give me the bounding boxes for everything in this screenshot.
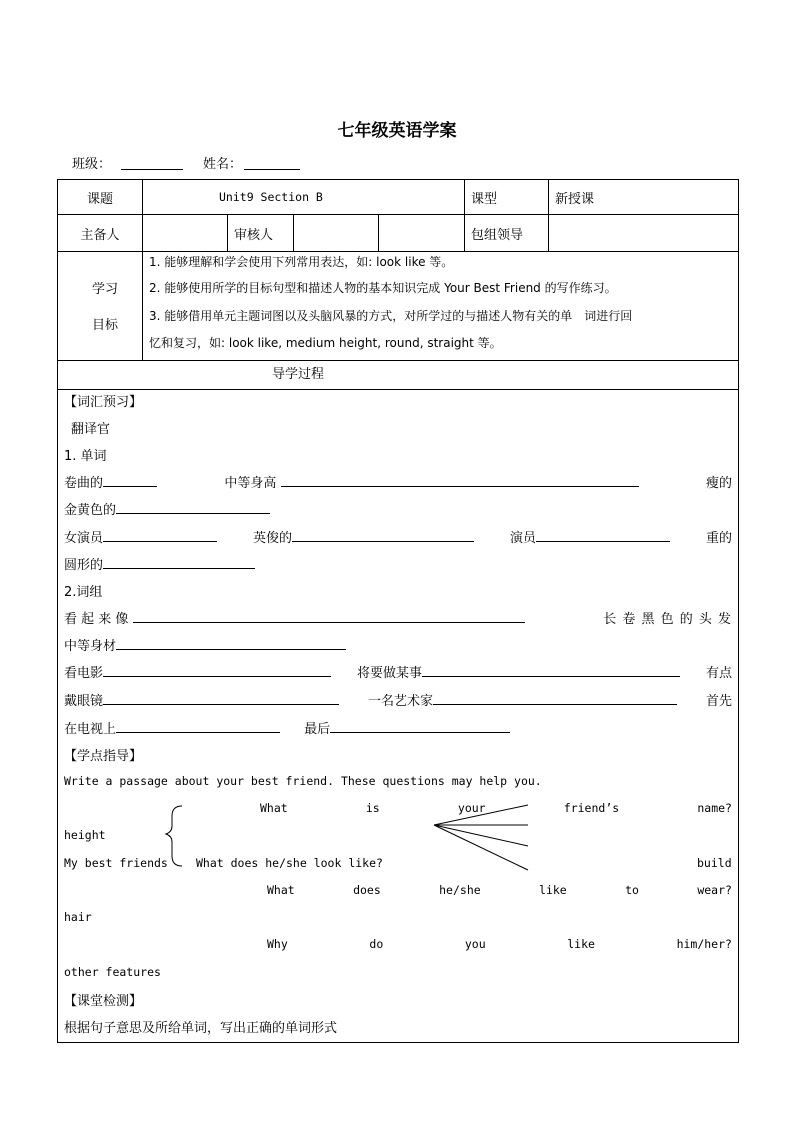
check-instruction: 根据句子意思及所给单词，写出正确的单词形式 [64, 1021, 338, 1036]
type-value: 新授课 [555, 191, 595, 207]
word-blank[interactable] [536, 529, 670, 542]
q3-word: wear? [697, 883, 732, 897]
phrase-blank[interactable] [103, 692, 339, 705]
page-title: 七年级英语学案 [337, 121, 457, 141]
word-blank[interactable] [116, 501, 270, 514]
branch-line [434, 825, 528, 870]
phrases-title: 2.词组 [64, 585, 103, 600]
q1-word: your [457, 801, 486, 815]
words-row-1 [64, 472, 732, 491]
word-blank[interactable] [103, 529, 217, 542]
word-heavy: 重的 [705, 531, 732, 546]
phrase-look-like: 看 起 来 像 [64, 612, 129, 627]
center-label: My best friends [64, 856, 168, 870]
word-round: 圆形的 [64, 558, 104, 573]
col-divider [378, 214, 379, 251]
phrases-row-5 [64, 718, 732, 737]
q3-word: like [539, 883, 567, 897]
word-blonde: 金黄色的 [64, 503, 117, 518]
vocab-sub: 翻译官 [71, 422, 111, 437]
question-2: What does he/she look like? [196, 856, 383, 870]
q4-word: him/her? [676, 937, 732, 951]
word-blank[interactable] [103, 474, 157, 487]
leader-label: 包组领导 [471, 227, 524, 243]
phrase-a-little: 有点 [705, 666, 732, 681]
other-features-label: other features [64, 965, 161, 979]
phrase-blank[interactable] [133, 610, 525, 623]
reviewer-label: 审核人 [234, 227, 274, 243]
phrase-medium-build: 中等身材 [64, 639, 117, 654]
phrases-row-1 [64, 608, 732, 627]
col-divider [464, 179, 465, 251]
phrases-row-4 [64, 690, 732, 709]
objectives-label-1: 学习 [91, 281, 118, 297]
objectives-label-2: 目标 [91, 317, 118, 333]
class-name-line [72, 153, 300, 172]
word-handsome: 英俊的 [252, 531, 292, 546]
check-heading: 【课堂检测】 [64, 994, 143, 1009]
phrase-artist: 一名艺术家 [367, 694, 433, 709]
word-blank[interactable] [292, 529, 474, 542]
hair-label: hair [64, 910, 92, 924]
phrase-glasses: 戴眼镜 [64, 694, 104, 709]
phrases-row-3 [64, 662, 732, 681]
word-blank[interactable] [281, 474, 639, 487]
phrase-blank[interactable] [116, 637, 346, 650]
question-4 [267, 937, 732, 951]
height-label: height [64, 828, 106, 842]
phrase-blank[interactable] [433, 692, 677, 705]
question-3 [267, 883, 732, 897]
q4-word: Why [267, 937, 288, 951]
vocab-heading: 【词汇预习】 [64, 395, 143, 410]
q3-word: he/she [439, 883, 481, 897]
row-divider [57, 389, 739, 390]
words-row-3 [64, 527, 732, 546]
q3-word: does [353, 883, 381, 897]
q3-word: What [267, 883, 295, 897]
type-label: 课型 [471, 191, 498, 207]
q4-word: you [464, 937, 486, 951]
word-curly: 卷曲的 [64, 476, 104, 491]
guide-intro: Write a passage about your best friend. These questions may help you. [64, 774, 542, 788]
topic-value: Unit9 Section B [219, 190, 323, 204]
objective-3: 3. 能够借用单元主题词图以及头脑风暴的方式，对所学过的与描述人物有关的单 词进行回 [149, 309, 633, 323]
word-thin: 瘦的 [705, 476, 732, 491]
q1-word: What [260, 801, 288, 815]
process-title: 导学过程 [272, 366, 325, 382]
phrases-row-2 [64, 635, 732, 654]
word-blank[interactable] [103, 556, 255, 569]
words-row-4 [64, 554, 732, 573]
brace-icon [166, 806, 182, 866]
topic-label: 课题 [86, 191, 113, 207]
class-blank[interactable] [121, 156, 183, 170]
word-actor: 演员 [509, 531, 536, 546]
phrase-blank[interactable] [330, 720, 510, 733]
phrase-blank[interactable] [103, 664, 331, 677]
words-title: 1. 单词 [64, 449, 107, 464]
q1-word: is [365, 801, 380, 815]
phrase-blank[interactable] [116, 720, 280, 733]
phrase-blank[interactable] [422, 664, 680, 677]
guide-heading: 【学点指导】 [64, 749, 143, 764]
phrase-long-curly-hair: 长 卷 黑 色 的 头 发 [603, 612, 732, 627]
q1-word: name? [697, 801, 732, 815]
word-medium-height: 中等身高 [224, 476, 277, 491]
q3-word: to [625, 883, 639, 897]
row-divider [57, 214, 739, 215]
objective-3-cont: 忆和复习，如: look like, medium height, round, straight 等。 [149, 336, 502, 350]
name-blank[interactable] [244, 156, 300, 170]
word-actress: 女演员 [64, 531, 104, 546]
objective-1: 1. 能够理解和学会使用下列常用表达，如: look like 等。 [149, 255, 454, 269]
col-divider [293, 214, 294, 251]
row-divider [57, 360, 739, 361]
build-label: build [697, 856, 732, 870]
branch-line [434, 805, 528, 825]
class-label: 班级： [72, 157, 112, 172]
q1-word: friend’s [563, 801, 620, 815]
name-label: 姓名： [203, 157, 243, 172]
phrase-on-tv: 在电视上 [64, 722, 117, 737]
q4-word: do [369, 937, 384, 951]
row-divider [57, 251, 739, 252]
mind-map-lines [160, 800, 540, 880]
phrase-first: 首先 [705, 694, 732, 709]
phrase-going-to: 将要做某事 [356, 666, 422, 681]
col-divider [227, 214, 228, 251]
q4-word: like [567, 937, 595, 951]
branch-line [434, 825, 528, 846]
phrase-movie: 看电影 [64, 666, 104, 681]
preparer-label: 主备人 [80, 227, 120, 243]
words-row-2 [64, 499, 732, 518]
phrase-finally: 最后 [304, 722, 331, 737]
objective-2: 2. 能够使用所学的目标句型和描述人物的基本知识完成 Your Best Friend 的写作练习。 [149, 281, 617, 295]
col-divider [548, 179, 549, 251]
